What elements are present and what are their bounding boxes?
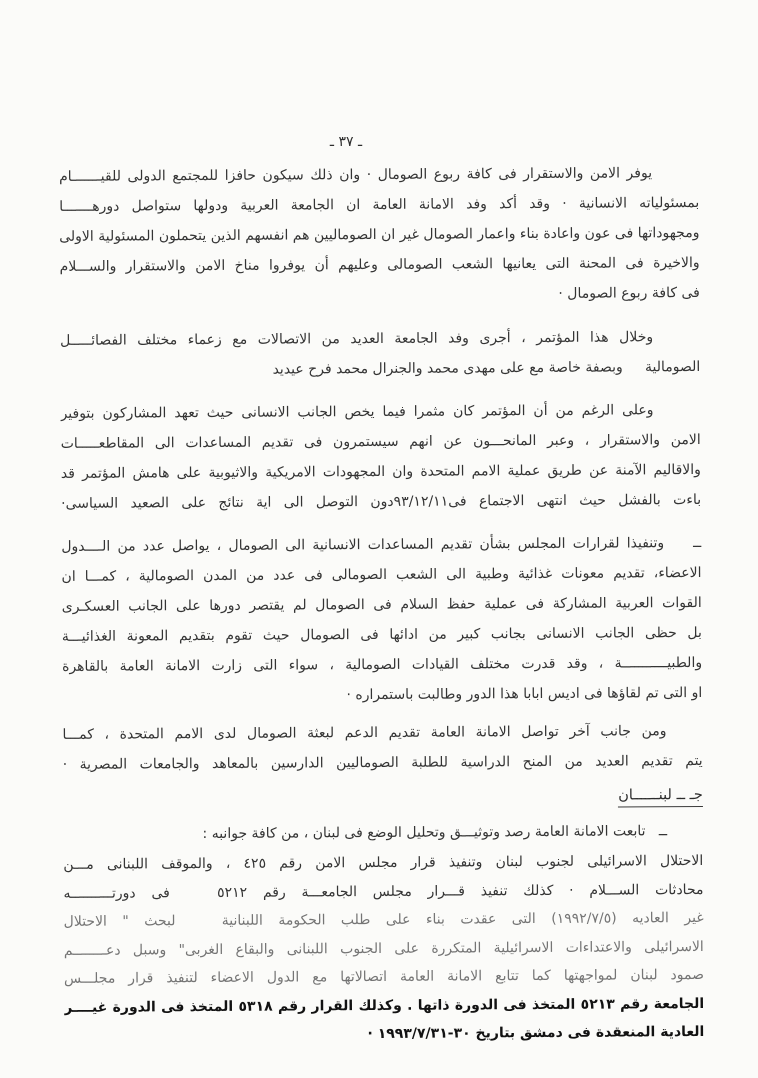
text-line: يتم تقديم العديد من المنح الدراسية للطلبة الصوماليين الدارسين بالمعاهد والجامعات المصرية · bbox=[62, 752, 703, 773]
text-line: الامن والاستقرار ، وعبر المانحـــون عن انهم سيستمرون فى تقديم المساعدات الى المقاطعـــــات bbox=[60, 431, 701, 452]
para-conference-contacts bbox=[60, 324, 700, 388]
text-line: الاحتلال الاسرائيلى لجنوب لبنان وتنفيذ قرار مجلس الامن رقم ٤٢٥ ، والموقف اللبنانى مـــن bbox=[63, 852, 704, 873]
page-number: ـ ٣٧ ـ bbox=[329, 134, 363, 150]
text-line: باءت بالفشل حيث انتهى الاجتماع فى٩٣/١٢/١١دون التوصل الى اية نتائج على الصعيد السياسى· bbox=[61, 491, 702, 512]
text-line: وخلال هذا المؤتمر ، أجرى وفد الجامعة العديد من الاتصالات مع زعماء مختلف الفصائـــــل bbox=[60, 329, 654, 349]
text-line: العادية المنعقدة فى دمشق بتاريخ ٣٠-١٩٩٣/٧/٣١ · bbox=[367, 1023, 705, 1043]
text-line: فى كافة ربوع الصومال · bbox=[558, 284, 700, 302]
text-line: القوات العربية المشاركة فى عملية حفظ السلام فى الصومال لم يقتصر دورها على الجانب العسكـرى bbox=[61, 594, 702, 615]
lebanon-section-heading-text: جـ ــ لبنــــــان bbox=[618, 787, 703, 808]
text-line: الاعضاء، تقديم معونات غذائية وطبية الى الشعب الصومالى فى عدد من المدن الصومالية ، كمـــا ان bbox=[61, 564, 702, 585]
text-line: بمسئولياته الانسانية · وقد أكد وفد الامانة العامة ان الجامعة العربية ودولها ستواصل دورهـــــــا bbox=[59, 194, 700, 215]
text-line: الجامعة رقم ٥٢١٣ المتخذ فى الدورة ذاتها . وكذلك القرار رقم ٥٣١٨ المتخذ فى الدورة غيــــر bbox=[64, 995, 705, 1016]
text-line: ومن جانب آخر تواصل الامانة العامة تقديم الدعم لبعثة الصومال لدى الامم المتحدة ، كمـــا bbox=[62, 723, 667, 743]
text-line: ــ وتنفيذا لقرارات المجلس بشأن تقديم المساعدات الانسانية الى الصومال ، يواصل عدد من الــــدول bbox=[61, 534, 702, 555]
text-line: صمود لبنان لمواجهتها كما تتابع الامانة العامة اتصالاتها مع الدول الاعضاء لتنفيذ قرار مجلـــس bbox=[63, 966, 705, 987]
para-somalia-security bbox=[59, 160, 700, 314]
document-body bbox=[59, 160, 704, 1051]
text-line: وعلى الرغم من أن المؤتمر كان مثمرا فيما يخص الجانب الانسانى حيث تعهد المشاركون بتوفير bbox=[60, 402, 654, 422]
text-line: او التى تم لقاؤها فى اديس ابابا هذا الدور وطالبت باستمراره · bbox=[346, 684, 703, 704]
text-line: غير العاديه (١٩٩٢/٧/٥) التى عقدت بناء على طلب الحكومة اللبنانية لبحث " الاحتلال bbox=[63, 909, 704, 930]
text-line: ومجهوداتها فى عون واعادة بناء واعمار الصومال غير ان الصوماليين هم انفسهم الذين يتحملون المسئولية الاولى bbox=[59, 224, 700, 245]
text-line: الاسرائيلى والاعتداءات الاسرائيلية المتكررة على الجنوب اللبنانى والبقاع الغربى" وسبل دعــــــــم bbox=[63, 938, 704, 959]
para-lebanon-monitoring bbox=[63, 818, 703, 852]
para-conference-outcome bbox=[60, 397, 701, 521]
text-line: محادثات الســـلام · كذلك تنفيذ قـــرار مجلس الجامعـــة رقم ٥٢١٢ فى دورتــــــــــه bbox=[63, 881, 704, 902]
text-line: والطبيـــــــــــة ، وقد قدرت مختلف القيادات الصومالية ، سواء التى زارت الامانة العامة بالقاهرة bbox=[62, 654, 703, 675]
para-council-resolutions-aid bbox=[61, 530, 702, 714]
text-line: والاقاليم الآمنة عن طريق عملية الامم المتحدة وان المجهودات الامريكية والاثيوبية على هامش المؤتمر قد bbox=[60, 461, 701, 482]
text-line: ــ تابعت الامانة العامة رصد وتوثيـــق وتحليل الوضع فى لبنان ، من كافة جوانبه : bbox=[202, 823, 668, 843]
text-line: بل حظى الجانب الانسانى بجانب كبير من ادائها فى الصومال حيث تقوم بتقديم المعونة الغذائيـــة bbox=[61, 624, 702, 645]
text-line: الصومالية وبصفة خاصة مع على مهدى محمد والجنرال محمد فرح عيديد bbox=[272, 358, 701, 378]
text-line: يوفر الامن والاستقرار فى كافة ربوع الصومال · وان ذلك سيكون حافزا للمجتمع الدولى للقيـــــــام bbox=[59, 165, 653, 185]
para-lebanon-resolutions bbox=[63, 848, 704, 1051]
para-un-mission-scholarships bbox=[62, 718, 702, 782]
text-line: والاخيرة فى المحنة التى يعانيها الشعب الصومالى وعليهم أن يوفروا مناخ الامن والاستقرار والســـلام bbox=[59, 254, 700, 275]
lebanon-section-heading bbox=[63, 784, 703, 822]
